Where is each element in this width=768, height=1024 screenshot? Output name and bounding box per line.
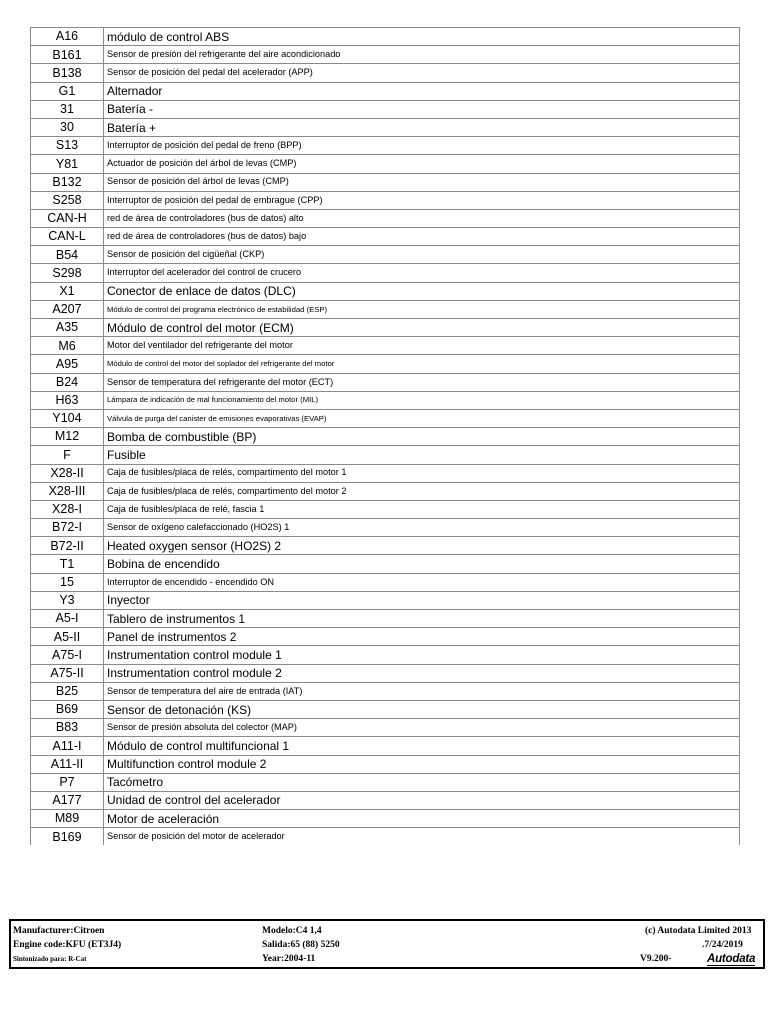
component-code: X1 (31, 282, 104, 300)
legend-row (31, 282, 740, 300)
component-code: CAN-L (31, 228, 104, 246)
component-description: Bomba de combustible (BP) (104, 428, 740, 446)
component-code: B25 (31, 682, 104, 700)
component-code: 15 (31, 573, 104, 591)
legend-row (31, 519, 740, 537)
component-code: CAN-H (31, 209, 104, 227)
component-code: A35 (31, 319, 104, 337)
component-description: Sensor de posición del árbol de levas (CMP) (104, 173, 740, 191)
component-code: S298 (31, 264, 104, 282)
component-code: B132 (31, 173, 104, 191)
component-code: B72-I (31, 519, 104, 537)
component-description: red de área de controladores (bus de datos) alto (104, 209, 740, 227)
legend-row (31, 791, 740, 809)
component-code: M6 (31, 337, 104, 355)
legend-row (31, 191, 740, 209)
date-label: .7/24/2019 (702, 940, 743, 950)
legend-row (31, 700, 740, 718)
legend-row (31, 155, 740, 173)
component-description: Sensor de presión absoluta del colector (MAP) (104, 719, 740, 737)
legend-row (31, 46, 740, 64)
component-description: Caja de fusibles/placa de relés, compartimento del motor 1 (104, 464, 740, 482)
component-code: A207 (31, 300, 104, 318)
component-code: M12 (31, 428, 104, 446)
legend-row (31, 173, 740, 191)
component-description: Caja de fusibles/placa de relé, fascia 1 (104, 500, 740, 518)
component-code: B83 (31, 719, 104, 737)
legend-row (31, 64, 740, 82)
legend-row (31, 828, 740, 846)
legend-row (31, 773, 740, 791)
year-label: Year:2004-11 (262, 954, 316, 964)
component-description: Sensor de temperatura del aire de entrada (IAT) (104, 682, 740, 700)
component-legend-table (30, 27, 740, 845)
component-description: Válvula de purga del canister de emisiones evaporativas (EVAP) (104, 409, 740, 427)
component-description: Bobina de encendido (104, 555, 740, 573)
legend-row (31, 537, 740, 555)
legend-row (31, 264, 740, 282)
legend-row (31, 355, 740, 373)
document-footer (9, 919, 765, 969)
component-description: Sensor de oxígeno calefaccionado (HO2S) 1 (104, 519, 740, 537)
legend-row (31, 82, 740, 100)
legend-row (31, 300, 740, 318)
component-description: Conector de enlace de datos (DLC) (104, 282, 740, 300)
component-code: Y3 (31, 591, 104, 609)
manufacturer-label: Manufacturer:Citroen (13, 926, 105, 936)
component-code: B169 (31, 828, 104, 846)
legend-row (31, 719, 740, 737)
component-code: A75-II (31, 664, 104, 682)
component-description: Sensor de temperatura del refrigerante del motor (ECT) (104, 373, 740, 391)
output-label: Salida:65 (88) 5250 (262, 940, 340, 950)
legend-row (31, 137, 740, 155)
autodata-logo: Autodata (707, 953, 756, 965)
legend-row (31, 337, 740, 355)
component-description: Batería - (104, 100, 740, 118)
component-description: Sensor de presión del refrigerante del aire acondicionado (104, 46, 740, 64)
component-description: Unidad de control del acelerador (104, 791, 740, 809)
component-code: A11-II (31, 755, 104, 773)
component-code: M89 (31, 810, 104, 828)
legend-row (31, 755, 740, 773)
component-description: Sensor de posición del pedal del acelerador (APP) (104, 64, 740, 82)
component-code: F (31, 446, 104, 464)
component-code: X28-I (31, 500, 104, 518)
legend-row (31, 555, 740, 573)
component-code: 30 (31, 118, 104, 136)
legend-row (31, 628, 740, 646)
component-description: Interruptor de posición del pedal de embrague (CPP) (104, 191, 740, 209)
legend-row (31, 737, 740, 755)
legend-row (31, 373, 740, 391)
component-code: A75-I (31, 646, 104, 664)
component-description: Interruptor de encendido - encendido ON (104, 573, 740, 591)
component-code: X28-III (31, 482, 104, 500)
component-description: módulo de control ABS (104, 28, 740, 46)
component-description: Heated oxygen sensor (HO2S) 2 (104, 537, 740, 555)
component-description: Motor del ventilador del refrigerante del motor (104, 337, 740, 355)
component-description: Multifunction control module 2 (104, 755, 740, 773)
component-code: A177 (31, 791, 104, 809)
component-description: Tablero de instrumentos 1 (104, 610, 740, 628)
component-code: X28-II (31, 464, 104, 482)
component-code: Y104 (31, 409, 104, 427)
legend-row (31, 446, 740, 464)
component-description: Batería + (104, 118, 740, 136)
component-description: Sensor de posición del motor de acelerador (104, 828, 740, 846)
legend-table-body (31, 28, 740, 846)
tuned-for-label: Sintonizado para: R-Cat (13, 955, 87, 963)
component-description: Actuador de posición del árbol de levas (CMP) (104, 155, 740, 173)
component-description: Fusible (104, 446, 740, 464)
component-code: A11-I (31, 737, 104, 755)
component-description: Interruptor del acelerador del control de crucero (104, 264, 740, 282)
component-code: 31 (31, 100, 104, 118)
component-description: Inyector (104, 591, 740, 609)
component-description: Sensor de posición del cigüeñal (CKP) (104, 246, 740, 264)
legend-row (31, 482, 740, 500)
legend-row (31, 810, 740, 828)
component-description: Módulo de control del motor del soplador del refrigerante del motor (104, 355, 740, 373)
legend-row (31, 500, 740, 518)
component-description: Tacómetro (104, 773, 740, 791)
legend-row (31, 409, 740, 427)
component-code: B72-II (31, 537, 104, 555)
component-code: A5-II (31, 628, 104, 646)
component-code: Y81 (31, 155, 104, 173)
legend-row (31, 682, 740, 700)
component-code: B69 (31, 700, 104, 718)
component-description: Módulo de control del motor (ECM) (104, 319, 740, 337)
legend-row (31, 610, 740, 628)
legend-row (31, 209, 740, 227)
component-description: Instrumentation control module 1 (104, 646, 740, 664)
component-code: B24 (31, 373, 104, 391)
legend-row (31, 591, 740, 609)
component-code: T1 (31, 555, 104, 573)
legend-row (31, 319, 740, 337)
legend-row (31, 391, 740, 409)
component-code: B161 (31, 46, 104, 64)
component-description: Instrumentation control module 2 (104, 664, 740, 682)
component-description: Alternador (104, 82, 740, 100)
legend-row (31, 118, 740, 136)
component-description: Módulo de control del programa electrónico de estabilidad (ESP) (104, 300, 740, 318)
component-description: Interruptor de posición del pedal de freno (BPP) (104, 137, 740, 155)
legend-row (31, 573, 740, 591)
component-code: B54 (31, 246, 104, 264)
legend-row (31, 246, 740, 264)
legend-row (31, 428, 740, 446)
component-code: B138 (31, 64, 104, 82)
component-code: P7 (31, 773, 104, 791)
component-description: Lámpara de indicación de mal funcionamiento del motor (MIL) (104, 391, 740, 409)
copyright-label: (c) Autodata Limited 2013 (645, 926, 752, 936)
component-description: Panel de instrumentos 2 (104, 628, 740, 646)
model-label: Modelo:C4 1,4 (262, 926, 322, 936)
legend-row (31, 646, 740, 664)
component-code: A5-I (31, 610, 104, 628)
component-code: A16 (31, 28, 104, 46)
component-code: A95 (31, 355, 104, 373)
component-description: Motor de aceleración (104, 810, 740, 828)
component-code: S13 (31, 137, 104, 155)
component-description: red de área de controladores (bus de datos) bajo (104, 228, 740, 246)
engine-code-label: Engine code:KFU (ET3J4) (13, 940, 122, 950)
component-code: G1 (31, 82, 104, 100)
legend-row (31, 100, 740, 118)
legend-row (31, 228, 740, 246)
version-label: V9.200- (640, 954, 672, 964)
legend-row (31, 664, 740, 682)
legend-row (31, 464, 740, 482)
legend-row (31, 28, 740, 46)
component-code: S258 (31, 191, 104, 209)
component-description: Módulo de control multifuncional 1 (104, 737, 740, 755)
component-description: Sensor de detonación (KS) (104, 700, 740, 718)
component-description: Caja de fusibles/placa de relés, compartimento del motor 2 (104, 482, 740, 500)
component-code: H63 (31, 391, 104, 409)
